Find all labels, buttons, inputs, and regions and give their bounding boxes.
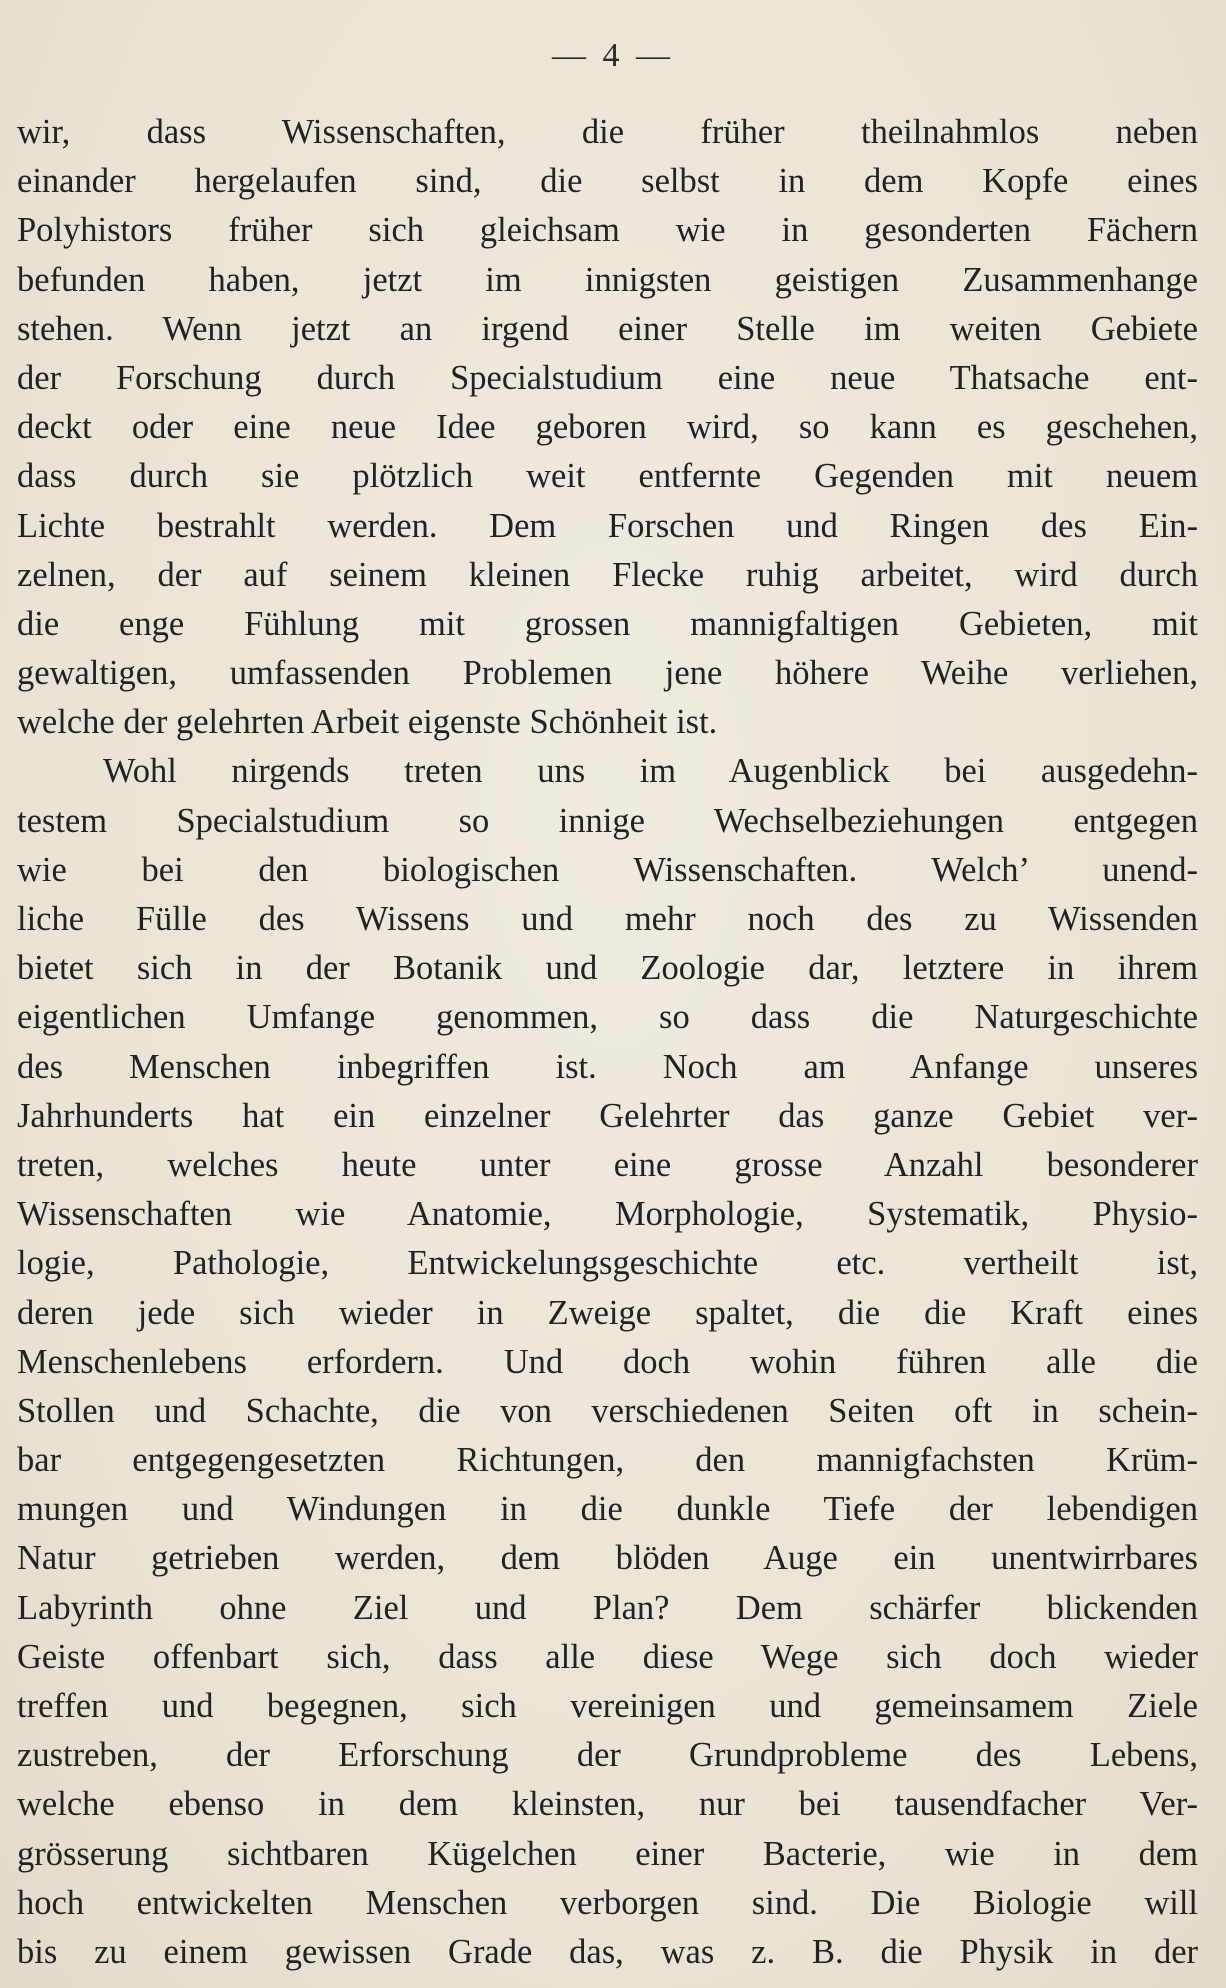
text-line: zelnen, der auf seinem kleinen Flecke ruhig arbeitet, wird durch [17, 555, 1198, 594]
text-line: Jahrhunderts hat ein einzelner Gelehrter das ganze Gebiet ver- [17, 1096, 1198, 1135]
text-line: mungen und Windungen in die dunkle Tiefe der lebendigen [17, 1490, 1198, 1529]
text-line: Polyhistors früher sich gleichsam wie in gesonderten Fächern [17, 211, 1198, 250]
paragraph [17, 108, 1198, 747]
text-line: gewaltigen, umfassenden Problemen jene höhere Weihe verliehen, [17, 654, 1198, 693]
text-line: treten, welches heute unter eine grosse Anzahl besonderer [17, 1145, 1198, 1184]
text-line: treffen und begegnen, sich vereinigen und gemeinsamem Ziele [17, 1687, 1198, 1725]
text-line: stehen. Wenn jetzt an irgend einer Stelle im weiten Gebiete [17, 309, 1198, 348]
text-line: welche der gelehrten Arbeit eigenste Schönheit ist. [17, 703, 718, 742]
text-line: dass durch sie plötzlich weit entfernte Gegenden mit neuem [17, 457, 1198, 496]
text-line: Menschenlebens erfordern. Und doch wohin führen alle die [17, 1342, 1198, 1381]
text-line: wie bei den biologischen Wissenschaften. Welch’ unend- [17, 850, 1198, 889]
text-line: bietet sich in der Botanik und Zoologie dar, letztere in ihrem [17, 949, 1198, 988]
text-line: Wissenschaften wie Anatomie, Morphologie, Systematik, Physio- [17, 1195, 1198, 1234]
text-line: testem Specialstudium so innige Wechselbeziehungen entgegen [17, 801, 1198, 840]
body-text [17, 108, 1198, 1977]
text-line: Natur getrieben werden, dem blöden Auge ein unentwirrbares [17, 1539, 1198, 1578]
text-line: Stollen und Schachte, die von verschiedenen Seiten oft in schein- [17, 1391, 1198, 1430]
text-line: grösserung sichtbaren Kügelchen einer Bacterie, wie in dem [17, 1834, 1198, 1873]
text-line: Lichte bestrahlt werden. Dem Forschen und Ringen des Ein- [17, 506, 1198, 545]
text-line: welche ebenso in dem kleinsten, nur bei tausendfacher Ver- [17, 1785, 1198, 1824]
text-line: hoch entwickelten Menschen verborgen sind. Die Biologie will [17, 1883, 1198, 1922]
text-line: bis zu einem gewissen Grade das, was z. B. die Physik in der [17, 1932, 1198, 1971]
text-line: Geiste offenbart sich, dass alle diese Wege sich doch wieder [17, 1637, 1198, 1676]
text-line: deren jede sich wieder in Zweige spaltet, die die Kraft eines [17, 1293, 1198, 1332]
text-line: Wohl nirgends treten uns im Augenblick bei ausgedehn- [103, 752, 1198, 791]
text-line: des Menschen inbegriffen ist. Noch am Anfange unseres [17, 1047, 1198, 1086]
text-line: befunden haben, jetzt im innigsten geistigen Zusammenhange [17, 260, 1198, 299]
text-line: der Forschung durch Specialstudium eine neue Thatsache ent- [17, 358, 1198, 397]
text-line: logie, Pathologie, Entwickelungsgeschichte etc. vertheilt ist, [17, 1244, 1198, 1283]
text-line: einander hergelaufen sind, die selbst in dem Kopfe eines [17, 162, 1198, 201]
text-line: eigentlichen Umfange genommen, so dass die Naturgeschichte [17, 998, 1198, 1037]
text-line: liche Fülle des Wissens und mehr noch des zu Wissenden [17, 900, 1198, 938]
text-line: zustreben, der Erforschung der Grundprobleme des Lebens, [17, 1736, 1198, 1775]
text-line: Labyrinth ohne Ziel und Plan? Dem schärfer blickenden [17, 1588, 1198, 1627]
text-line: deckt oder eine neue Idee geboren wird, so kann es geschehen, [17, 408, 1198, 447]
paragraph [17, 747, 1198, 1977]
text-line: die enge Fühlung mit grossen mannigfaltigen Gebieten, mit [17, 604, 1198, 643]
page-number: — 4 — [552, 37, 674, 74]
text-line: bar entgegengesetzten Richtungen, den mannigfachsten Krüm- [17, 1441, 1198, 1480]
text-line: wir, dass Wissenschaften, die früher theilnahmlos neben [17, 113, 1198, 151]
